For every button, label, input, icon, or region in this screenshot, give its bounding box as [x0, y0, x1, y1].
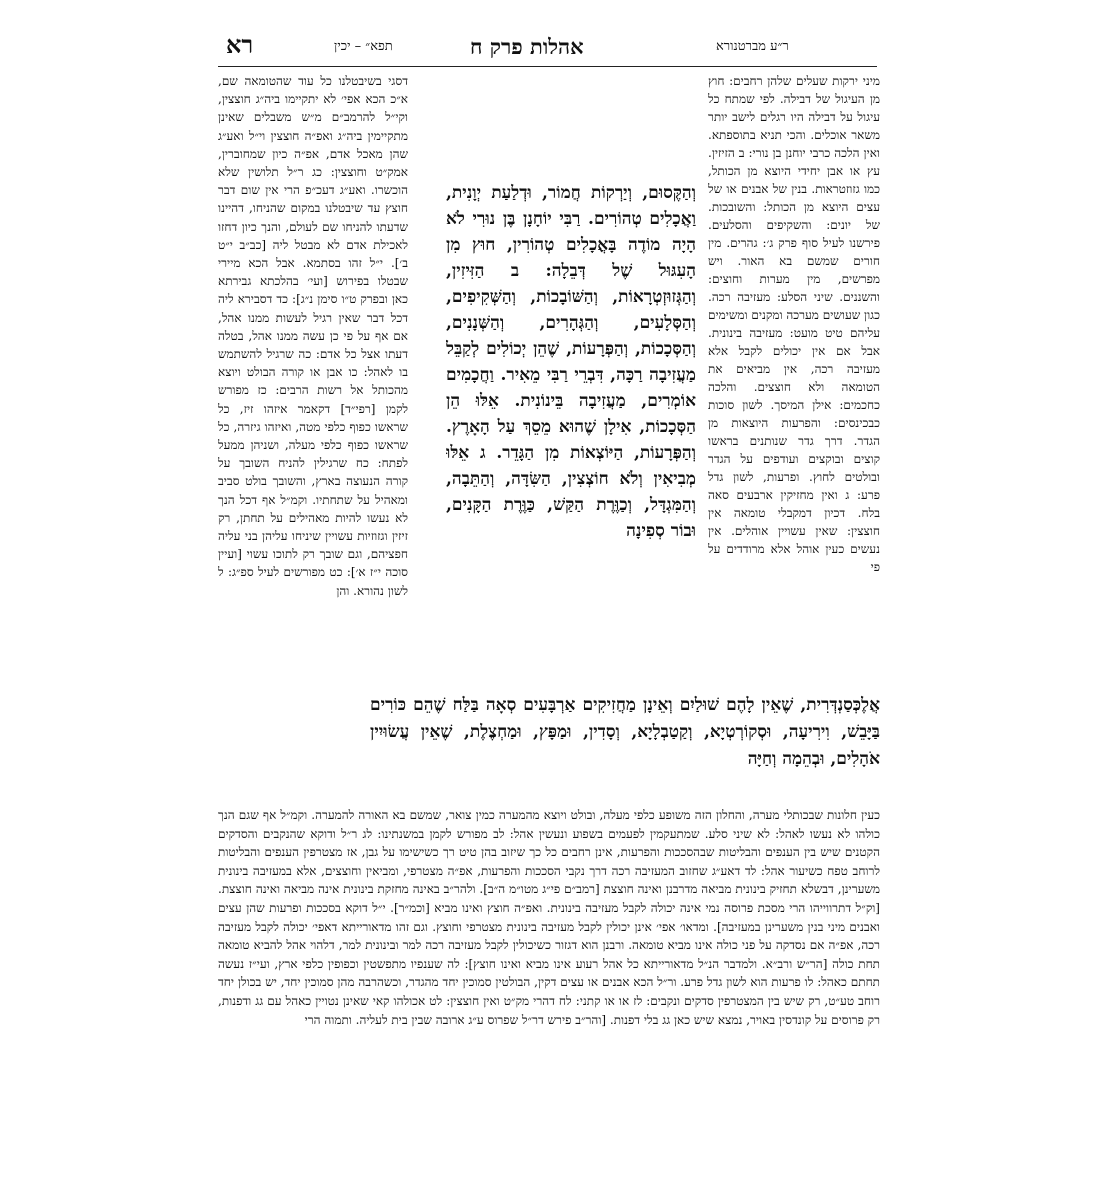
page-title: אהלות פרק ח: [470, 34, 584, 59]
commentator-name: ר״ע מברטנורא: [716, 39, 789, 54]
commentary-bottom-block: כעין חלונות שבכותלי מערה, והחלון הזה משופע כלפי מעלה, ובולט ויוצא מהמערה כמין צואר, שמשם בא האורה להמערה. וקמ״ל אף שגם הנך כולהו לא נעשו לאהל: לא שיני סלע. שמתעקמין לפעמים בשפוע ונעשין אהל: לב מפורש לקמן במשנתינו: לג ר״ל ודוקא שהנקבים והסדקים הקטנים שיש בין הענפים והבליטות שבהסככות והפרעות, אינן רחבים כל כך שיזוב בהן טיט רך כשישימו על גבן, אז מצטרפין הענפים והבליטות לרוחב טפח כשיעור אהל: לד דאע״ג שחזוב המעזיבה רכה דרך נקבי הסככות והפרעות, אפ״ה מצטרפי, ומביאין וחוצצים, אלא במעזיבה בינונית משערינן, דבשלא תחזיק בינונית מביאה מדרבנן ואינה חוצצת [רמב״ם פי״ג מטו״מ ה״ב]. ולהר״ב באינה מחזקת בינונית אינה מביאה ואינה חוצצת. [וק״ל דתרווייהו הרי מסכת פרוסה נמי אינה יכולה לקבל מעזיבה בינונית. ואפ״ה חוצץ ואינו מביא [וכמ״ר]. י״ל דוקא בסככות ופרעות שהן עצים ואבנים מיני בנין משערינן במעזיבה]. ומדאו׳ אפי׳ אינן יכולין לקבל מעזיבה בינונית מצטרפי וחוצץ. וגם זהו מדאורייתא דאפי׳ יכולה לקבל מעזיבה רכה, אפ״ה אם נסדקה על פני כולה אינו מביא טומאה. ורבנן הוא דגזור כשיכולין לקבל מעזיבה רכה למר ובינונית למר, דלהוי אהל להביא טומאה תחת כולה [הר״ש ורב״א. ולמדבר הנ״ל מדאורייתא כל אהל רעוע אינו מביא ואינו חוצץ]: לה שענפיו מתפשטין וכפופין כלפי ארץ, ועי״ז נעשה תחתם כאהל: לו פרעות הוא לשון גדל פרע. ור״ל הכא אבנים או עצים דקין, הבולטין סמוכין יחד מהגדר, וכשהרבה מהן סמוכין יחד, יש בכולן יחד רוחב טע״ט, רק שיש בין המצטרפין סדקים ונקבים: לז או או קתני: לח דהרי מק״ט ואין חוצצין: לט אכולהו קאי שאינן נטויין כאהל עם גג ודפנות, רק פרוסים על קונדסין באויר, נמצא שיש כאן גג בלי דפנות. [והר״ב פירש דר״ל שפרוס ע״ג ארובה שבין בית לעליה. ותמוה הרי: [218, 808, 880, 1027]
running-range: תפא״ – יכין: [334, 39, 393, 54]
commentary-left-column: דסגי בשיבטלנו כל עוד שהטומאה שם, א״כ הכא אפי׳ לא יתקיימו ביה״ג חוצצין, וקי״ל להרמב״ם מ״ש משבלים שאינן מתקיימין ביה״ג ואפ״ה חוצצין וי״ל ואע״ג שהן מאכל אדם, אפ״ה כיון שמחוברין, אמק״ט וחוצצין: כג ר״ל תלושין שלא הוכשרו. ואע״ג דעכ״פ הרי אין שום דבר חוצץ עד שיבטלנו במקום שהניחו, דהיינו שדעתו להניחו שם לעולם, והנך כיון דחזו לאכילת אדם לא מבטל ליה [כב״ב י״ט ב׳]. י״ל זהו בסתמא. אבל הכא מיירי שבטלו בפירוש [ועי׳ בהלכתא גבירתא כאן ובפרק ט״ו סימן נ״ג]: כד דסבירא ליה דכל דבר שאין רגיל לעשות ממנו אהל, אם אף על פי כן עשה ממנו אהל, בטלה דעתו אצל כל אדם: כה שרגיל להשתמש בו לאהל: כו אבן או קורה הבולט ויוצא מהכותל אל רשות הרבים: כז מפורש לקמן [רפי״ד] דקאמר איזהו זיז, כל שראשו כפוף כלפי מטה, ואיזהו גיזרה, כל שראשו כפוף כלפי מעלה, ושניהן ממעל לפתח: כח שרגילין להניח השובך על קורה הנעוצה בארץ, והשובך בולט סביב ומאהיל על שתחתיו. וקמ״ל אף דכל הנך לא נעשו להיות מאהילים על תחתן, רק זיזין וגזוזיות עשויין שיניחו עליהן בני עליה חפציהם, וגם שובך רק לתוכו עשוי [ועיין סוכה י״ז א׳]: כט מפורשים לעיל ספ״ג: ל לשון נהורא. והן: [218, 74, 408, 598]
mishnah-text-column: וְהַקֶּסוּם, וְיַרְקוֹת חֲמוֹר, וּדְלַעַת יְוָנִית, וַאֲכָלִים טְהוֹרִים. רַבִּי יוֹחָנָן בֶּן נוּרִי לֹא הָיָה מוֹדֶה בָּאֳכָלִים טְהוֹרִין, חוּץ מִן הָעִגּוּל שֶׁל דְּבֵלָה: ב הַזִּיזִין, וְהַגְּזוּזְטְרָאוֹת, וְהַשּׁוֹבָכוֹת, וְהַשְּׁקִיפִים, וְהַסְּלָעִים, וְהַגְּהָרִים, וְהַשְּׁנָנִים, וְהַסְּכָכוֹת, וְהַפְּרָעוֹת, שֶׁהֵן יְכוֹלִים לְקַבֵּל מַעֲזִיבָה רַכָּה, דִּבְרֵי רַבִּי מֵאִיר. וַחֲכָמִים אוֹמְרִים, מַעֲזִיבָה בֵּינוֹנִית. אֵלּוּ הֵן הַסְּכָכוֹת, אִילָן שֶׁהוּא מֵסֵךְ עַל הָאָרֶץ. וְהַפְּרָעוֹת, הַיּוֹצְאוֹת מִן הַגָּדֵר. ג אֵלּוּ מְבִיאִין וְלֹא חוֹצְצִין, הַשִּׂדָּה, וְהַתֵּבָה, וְהַמִּגְדָּל, וְכַוֶּרֶת הַקַּשׁ, כַּוֶּרֶת הַקָּנִים, וּבוֹר סְפִינָה: [446, 183, 696, 541]
page-number: רא: [226, 30, 254, 59]
header-divider: [218, 66, 877, 67]
mishnah-text-wide: אֲלֶכְּסַנְדְּרִית, שֶׁאֵין לָהֶם שׁוּלַיִם וְאֵינָן מַחֲזִיקִים אַרְבָּעִים סְאָה בַּלַּח שֶׁהֵם כּוֹרִים בַּיָּבֵשׁ, וִירִיעָה, וּסְקוֹרְטְיָא, וְקַטַבְלָיָא, וְסָדִין, וּמַפָּץ, וּמַחְצֶלֶת, שֶׁאֵין עֲשׂוּיִין אֹהָלִים, וּבְהֵמָה וְחַיָּה: [370, 695, 880, 769]
commentary-right-column: מיני ירקות שעלים שלהן רחבים: חוץ מן העיגול של דבילה. לפי שמתח כל עיגול על דבילה היו רגלים לישב יותר משאר אוכלים. והכי תניא בתוספתא. ואין הלכה כרבי יוחנן בן נורי: ב הזיזין. עץ או אבן יחידי היוצא מן הכותל, כמו גזוזטראות. בנין של אבנים או של עצים היוצא מן הכותל: והשובכות. של יונים: והשקיפים והסלעים. פירשנו לעיל סוף פרק ג׳: גהרים. מין חורים שמשם בא האור. ויש מפרשים, מין מערות וחוצים: והשננים. שיני הסלע: מעזיבה רכה. כגון שעושים מערכה ומקנים ומשימים עליהם טיט מועט: מעזיבה בינונית. אבל אם אין יכולים לקבל אלא מעזיבה רכה, אין מביאים את הטומאה ולא חוצצים. והלכה כחכמים: אילן המיסך. לשון סוכות כבכינסים: והפרעות היוצאות מן הגדר. דרך גדר שנותנים בראשו קוצים ובוקצים ועודפים על הגדר ובולטים לחוץ. ופרעות, לשון גדל פרע: ג ואין מחזיקין ארבעים סאה בלח. דכיון דמקבלי טומאה אין חוצצין: שאין עשויין אוהלים. אין נעשים כעין אוהל אלא מרודדים על פי: [708, 74, 880, 574]
